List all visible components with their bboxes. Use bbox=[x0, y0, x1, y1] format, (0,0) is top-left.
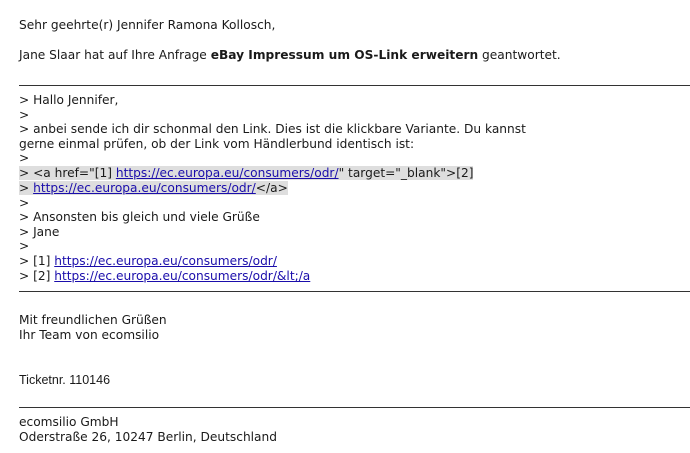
reference-label: > [2] bbox=[19, 269, 55, 283]
divider-middle bbox=[19, 291, 690, 292]
footer-address: Oderstraße 26, 10247 Berlin, Deutschland bbox=[19, 430, 277, 444]
quote-hello: > Hallo Jennifer, bbox=[19, 93, 119, 107]
quote-empty-line: > bbox=[19, 196, 30, 210]
reference-1-link[interactable]: https://ec.europa.eu/consumers/odr/ bbox=[54, 254, 277, 268]
quote-empty-line: > bbox=[19, 151, 30, 165]
code-text: </a> bbox=[255, 181, 288, 195]
reference-1 bbox=[19, 254, 277, 269]
signoff-team: Ihr Team von ecomsilio bbox=[19, 328, 160, 342]
greeting: Sehr geehrte(r) Jennifer Ramona Kollosch, bbox=[19, 18, 276, 32]
quote-body-line-1: > anbei sende ich dir schonmal den Link. Dies ist die klickbare Variante. Du kannst bbox=[19, 122, 526, 136]
reference-2-link[interactable]: https://ec.europa.eu/consumers/odr/&lt;/a bbox=[54, 269, 311, 283]
reference-label: > [1] bbox=[19, 254, 55, 268]
quote-body-line-2: gerne einmal prüfen, ob der Link vom Händlerbund identisch ist: bbox=[19, 137, 415, 151]
quote-code-line-1 bbox=[19, 166, 473, 181]
quote-empty-line: > bbox=[19, 239, 30, 253]
footer-company: ecomsilio GmbH bbox=[19, 415, 119, 429]
code-text: > <a href="[1] bbox=[19, 166, 116, 180]
odr-link[interactable]: https://ec.europa.eu/consumers/odr/ bbox=[33, 181, 256, 195]
quote-signature-name: > Jane bbox=[19, 225, 60, 239]
intro-line bbox=[19, 48, 561, 63]
divider-bottom bbox=[19, 407, 690, 408]
divider-top bbox=[19, 85, 690, 86]
ticket-number: Ticketnr. 110146 bbox=[19, 373, 111, 387]
code-text: > bbox=[19, 181, 34, 195]
intro-after: geantwortet. bbox=[478, 48, 561, 62]
request-subject: eBay Impressum um OS-Link erweitern bbox=[210, 48, 479, 62]
quote-code-line-2 bbox=[19, 181, 288, 196]
quote-empty-line: > bbox=[19, 108, 30, 122]
signoff-regards: Mit freundlichen Grüßen bbox=[19, 313, 167, 327]
code-text: " target="_blank">[2] bbox=[338, 166, 474, 180]
quote-closing: > Ansonsten bis gleich und viele Grüße bbox=[19, 210, 260, 224]
odr-link[interactable]: https://ec.europa.eu/consumers/odr/ bbox=[115, 166, 339, 180]
intro-before: Jane Slaar hat auf Ihre Anfrage bbox=[19, 48, 211, 62]
reference-2 bbox=[19, 269, 310, 284]
